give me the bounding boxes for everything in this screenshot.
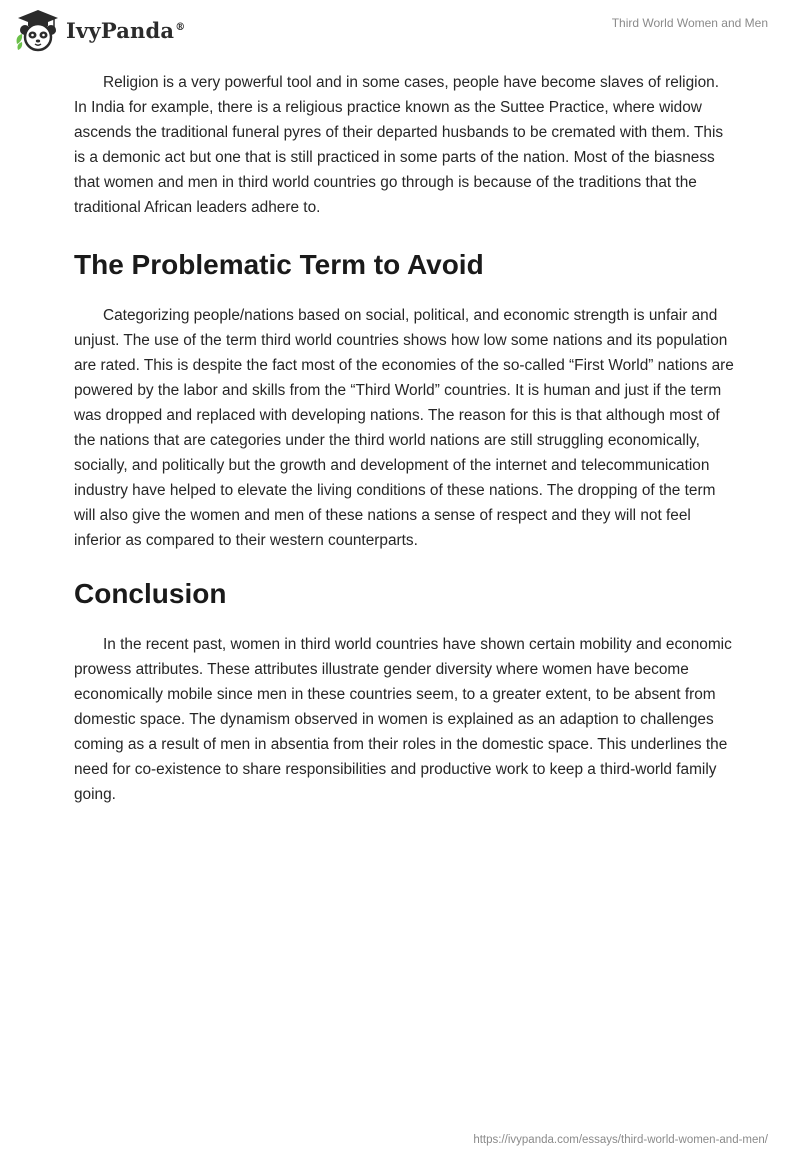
ivypanda-logo[interactable] xyxy=(14,8,185,52)
heading-problematic-term: The Problematic Term to Avoid xyxy=(74,249,484,280)
heading-conclusion: Conclusion xyxy=(74,578,227,609)
registered-mark: ® xyxy=(175,21,186,33)
paragraph-religion: Religion is a very powerful tool and in some cases, people have become slaves of religion. In India for example, there is a religious practice known as the Suttee Practice, where widow ascends the traditional funeral pyres of their departed husbands to be cremated with them. This is a demonic act but one that is still practiced in some parts of the nation. Most of the biasness that women and men in third world countries go through is because of the traditions that the traditional African leaders adhere to. xyxy=(74,74,724,216)
page-header xyxy=(0,0,800,60)
document-title: Third World Women and Men xyxy=(611,16,768,30)
paragraph-conclusion: In the recent past, women in third world countries have shown certain mobility and economic prowess attributes. These attributes illustrate gender diversity where women have become economically mobile since men in these countries seem, to a greater extent, to be absent from domestic space. The dynamism observed in women is explained as an adaption to challenges coming as a result of men in absentia from their roles in the domestic space. This underlines the need for co-existence to share responsibilities and productive work to keep a third-world family going. xyxy=(74,636,732,803)
panda-logo-icon xyxy=(14,8,62,52)
source-url-link[interactable]: https://ivypanda.com/essays/third-world-women-and-men/ xyxy=(473,1134,768,1146)
paragraph-problematic-term: Categorizing people/nations based on social, political, and economic strength is unfair and unjust. The use of the term third world countries shows how low some nations and its population are rated. This is despite the fact most of the economies of the so-called “First World” nations are powered by the labor and skills from the “Third World” countries. It is human and just if the term was dropped and replaced with developing nations. The reason for this is that although most of the nations that are categories under the third world nations are still struggling economically, socially, and politically but the growth and development of the internet and telecommunication industry have helped to elevate the living conditions of these nations. The dropping of the term will also give the women and men of these nations a sense of respect and they will not feel inferior as compared to their western counterparts. xyxy=(74,307,734,549)
logo-wordmark: IvyPanda® xyxy=(66,17,186,43)
essay-content xyxy=(74,70,734,807)
